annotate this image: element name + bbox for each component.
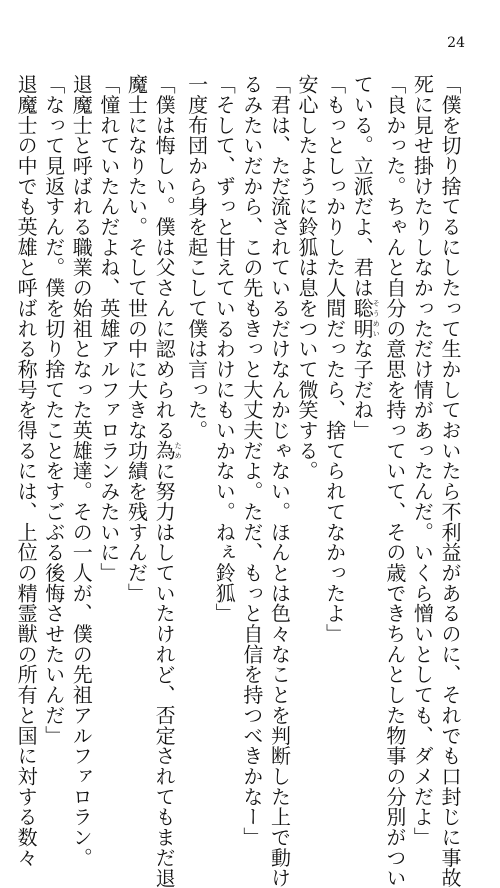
ruby-seimei-reading: そうめい [372, 297, 381, 339]
text-line-14: 退魔士と呼ばれる職業の始祖となった英雄達。その一人が、僕の先祖アルファロラン。 [69, 74, 94, 868]
text-line-7: 「君は、ただ流されているだけなんかじゃない。ほんとは色々なことを判断した上で動け [267, 74, 292, 888]
page-number: 24 [447, 35, 465, 51]
text-line-2: 死に見せ掛けたりしなかっただけ情があったんだ。いくら憎いとしても、ダメだよ」 [410, 74, 435, 848]
text-line-12: 魔士になりたい。そして世の中に大きな功績を残すんだ」 [124, 74, 149, 604]
ruby-tame: 為ため [152, 440, 183, 461]
text-line-10: 一度布団から身を起こして僕は言った。 [184, 74, 209, 441]
ruby-tame-reading: ため [174, 440, 183, 461]
text-line-13: 「憧れていたんだよね、英雄アルファロランみたいに」 [96, 74, 121, 583]
text-line-4: ている。立派だよ、君は聡明そうめいな子だね」 [350, 74, 381, 441]
text-line-8: るみたいだから、この先もきっと大丈夫だよ。ただ、もっと自信を持つべきかなー」 [239, 74, 264, 848]
text-line-11: 「僕は悔しい。僕は父さんに認められる為ために努力はしていたけれど、否定されてもまだ退 [152, 74, 183, 888]
text-line-3: 「良かった。ちゃんと自分の意思を持っていて、その歳できちんとした物事の分別がつい [382, 74, 407, 888]
text-line-9: 「そして、ずっと甘えているわけにもいかない。ねぇ鈴狐」 [212, 74, 237, 624]
text-line-16: 退魔士の中でも英雄と呼ばれる称号を得るには、上位の精霊獣の所有と国に対する数々 [14, 74, 39, 868]
text-line-1: 「僕を切り捨てるにしたって生かしておいたら不利益があるのに、それでも口封じに事故 [438, 74, 462, 888]
vertical-text-block [14, 74, 463, 888]
ruby-seimei: 聡明そうめい [350, 297, 381, 339]
text-line-6: 安心したように鈴狐は息をついて微笑する。 [295, 74, 320, 481]
text-line-5: 「もっとしっかりした人間だったら、捨てられてなかったよ」 [322, 74, 347, 644]
text-line-15: 「なって見返すんだ。僕を切り捨てたことをすごぶる後悔させたいんだ」 [41, 74, 66, 746]
